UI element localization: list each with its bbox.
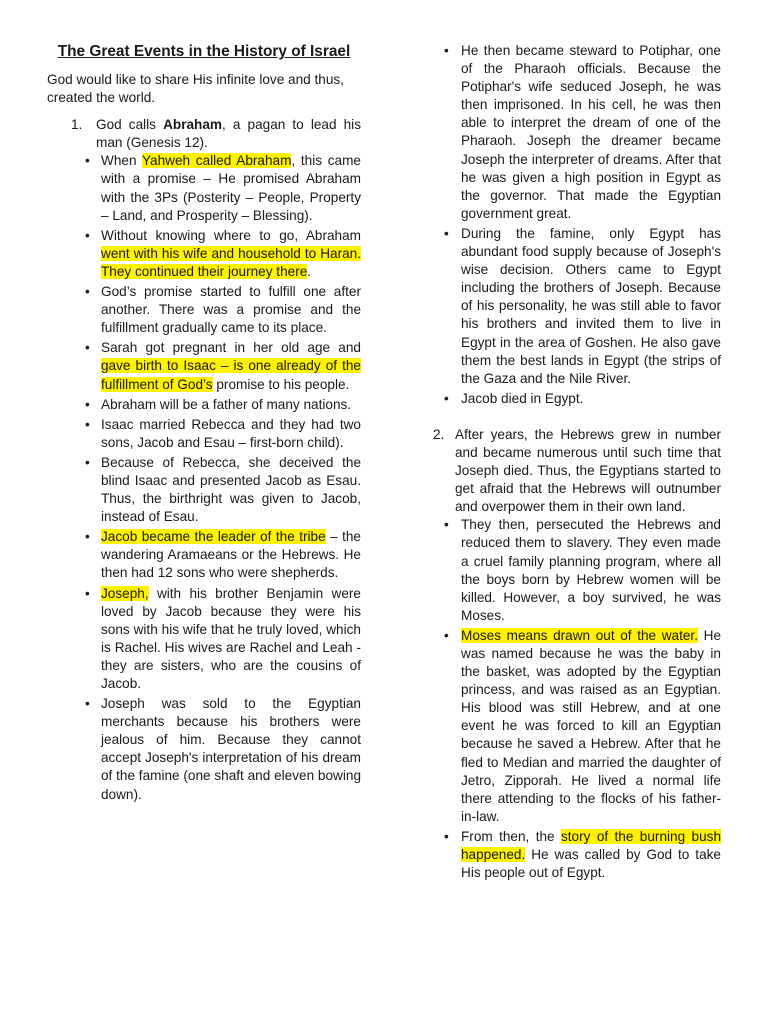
highlighted-text: Yahweh called Abraham bbox=[141, 153, 292, 169]
bullet-item bbox=[47, 528, 361, 582]
section-2-bullet-list bbox=[433, 516, 721, 882]
bullet-text: From then, the bbox=[461, 828, 561, 844]
bullet-text: Because of Rebecca, she deceived the blind Isaac and presented Jacob as Esau. Thus, the birthright was given to Jacob, instead of Esau. bbox=[101, 454, 361, 525]
bullet-text: Sarah got pregnant in her old age and bbox=[101, 340, 361, 356]
bullet-text: – the wandering Aramaeans or the Hebrews. He then had 12 sons who were shepherds. bbox=[101, 529, 361, 581]
section-number: 2. bbox=[433, 426, 445, 442]
section-1-continued-bullet-list bbox=[433, 42, 721, 408]
bullet-text: He was called by God to take His people out of Egypt. bbox=[461, 847, 721, 881]
bullet-text: Isaac married Rebecca and they had two sons, Jacob and Esau – first-born child). bbox=[101, 416, 361, 450]
bullet-item bbox=[433, 828, 721, 882]
section-heading-text: After years, the Hebrews grew in number and became numerous until such time that Joseph died. Thus, the Egyptians started to get afraid that the Hebrews will outnumber and overpower them in their own land. bbox=[455, 426, 721, 515]
bullet-text: promise to his people. bbox=[212, 376, 350, 392]
bullet-item bbox=[47, 227, 361, 281]
left-column bbox=[47, 42, 361, 806]
bullet-item bbox=[47, 396, 361, 414]
bullet-item bbox=[47, 152, 361, 224]
highlighted-text: story of the burning bush happened. bbox=[461, 828, 722, 863]
highlighted-text: Joseph, bbox=[101, 585, 149, 601]
bullet-item bbox=[47, 454, 361, 526]
bullet-text: He was named because he was the baby in the basket, was adopted by the Egyptian princess, and was raised as an Egyptian. His blood was still Hebrew, and at one event he was forced to kill an Egyptian because he saved a Hebrew. After that he fled to Median and married the daughter of Jetro, Zipporah. He lived a normal life there attending to the flocks of his father-in-law. bbox=[461, 627, 721, 824]
bullet-item bbox=[47, 695, 361, 804]
bullet-item bbox=[433, 225, 721, 388]
bullet-text: . bbox=[307, 263, 312, 279]
bullet-text: They then, persecuted the Hebrews and reduced them to slavery. They even made a cruel family planning program, where all the boys born by Hebrew women will be killed. However, a boy survived, he was Moses. bbox=[461, 517, 721, 623]
bullet-item bbox=[433, 42, 721, 223]
bullet-text: When bbox=[101, 153, 142, 169]
section-1-heading bbox=[47, 116, 361, 152]
highlighted-text: Jacob became the leader of the tribe bbox=[101, 529, 326, 545]
section-1-bullet-list bbox=[47, 152, 361, 803]
highlighted-text: went with his wife and household to Haran. They continued their journey there bbox=[101, 245, 361, 279]
bullet-item bbox=[47, 283, 361, 337]
bullet-text: Abraham will be a father of many nations. bbox=[101, 396, 352, 412]
bullet-item bbox=[47, 585, 361, 694]
right-column bbox=[433, 42, 721, 884]
bullet-text: God’s promise started to fulfill one after another. There was a promise and the fulfillment gradually came to its place. bbox=[101, 284, 361, 336]
document-title: The Great Events in the History of Israel bbox=[57, 43, 351, 60]
section-2-heading bbox=[433, 426, 721, 516]
highlighted-text: gave birth to Isaac – is one already of bbox=[101, 358, 343, 374]
bullet-text: with his brother Benjamin were loved by Jacob because they were his sons with his wife that he truly loved, which is Rachel. His wives are Rachel and Leah - they are sisters, who are the cousins of Jacob. bbox=[101, 585, 361, 691]
bullet-item bbox=[47, 416, 361, 452]
bullet-item bbox=[47, 339, 361, 393]
bullet-text: During the famine, only Egypt has abundant food supply because of Joseph's wise decision. Others came to Egypt including the brothers of Joseph. Because of his personality, he was still able to favor his brothers and invited them to live in Egypt in the area of Goshen. He also gave them the best lands in Egypt (the strips of the Gaza and the Nile River. bbox=[461, 225, 721, 386]
bullet-text: Without knowing where to go, Abraham bbox=[101, 227, 361, 243]
intro-paragraph: God would like to share His infinite love and thus, created the world. bbox=[47, 72, 344, 106]
highlighted-text: Moses means drawn out of the water. bbox=[461, 627, 698, 643]
bullet-text: Jacob died in Egypt. bbox=[461, 390, 584, 406]
section-number: 1. bbox=[71, 117, 83, 133]
bullet-item bbox=[433, 390, 721, 408]
abraham-name: Abraham bbox=[163, 117, 222, 133]
bullet-text: Joseph was sold to the Egyptian merchants because his brothers were jealous of him. Because they cannot accept Joseph's interpretation of his dream of the famine (one shaft and eleven bowing down). bbox=[101, 696, 361, 802]
section-heading-text: God calls Abraham, a pagan to lead his man (Genesis 12). bbox=[96, 117, 361, 151]
bullet-item bbox=[433, 627, 721, 826]
highlighted-text: the fulfillment of God’s bbox=[101, 358, 361, 392]
bullet-text: , this came with a promise – He promised Abraham with the 3Ps (Posterity – People, Property – Land, and Prosperity – Blessing). bbox=[101, 153, 361, 223]
bullet-item bbox=[433, 516, 721, 625]
bullet-text: He then became steward to Potiphar, one of the Pharaoh officials. Because the Potiphar's wife seduced Joseph, he was then imprisoned. In his cell, he was then able to interpret the dream of one of the Pharaoh. Joseph the dreamer became Joseph the interpreter of dreams. After that he was given a high position in Egypt as the governor. That made the Egyptian government great. bbox=[461, 43, 721, 221]
